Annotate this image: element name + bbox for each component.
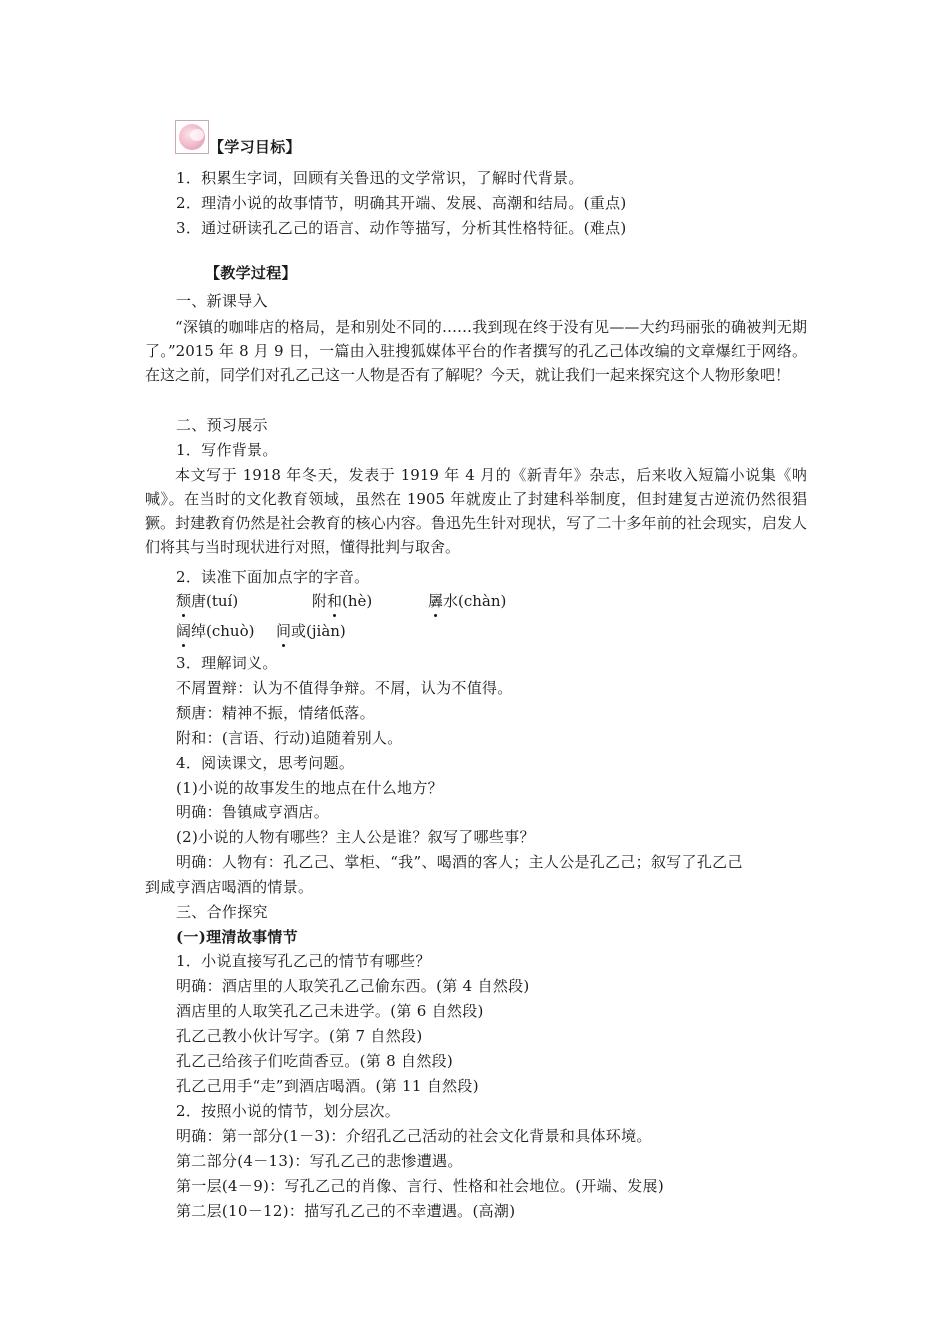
answer: 到咸亨酒店喝酒的情景。 xyxy=(145,878,314,896)
word-definition: 附和：(言语、行动)追随着别人。 xyxy=(176,729,403,747)
question: 1．写作背景。 xyxy=(176,441,278,459)
flower-icon xyxy=(175,120,209,154)
pronunciation-item: 间或(jiàn) xyxy=(276,622,346,640)
sub-question: (1)小说的故事发生的地点在什么地方？ xyxy=(176,779,443,797)
goal-item: 1．积累生字词，回顾有关鲁迅的文学常识，了解时代背景。 xyxy=(176,169,584,187)
question: 3．理解词义。 xyxy=(176,654,278,672)
question: 4．阅读课文，思考问题。 xyxy=(176,754,355,772)
question: 1．小说直接写孔乙己的情节有哪些？ xyxy=(176,952,431,970)
pronunciation-item: 阔绰(chuò) xyxy=(176,622,255,640)
goal-item: 3．通过研读孔乙己的语言、动作等描写，分析其性格特征。(难点) xyxy=(176,219,627,237)
answer: 明确：人物有：孔乙己、掌柜、“我”、喝酒的客人；主人公是孔乙己；叙写了孔乙己 xyxy=(176,853,743,871)
plot-item: 孔乙己用手“走”到酒店喝酒。(第 11 自然段) xyxy=(176,1077,479,1095)
question: 2．按照小说的情节，划分层次。 xyxy=(176,1102,401,1120)
goal-item: 2．理清小说的故事情节，明确其开端、发展、高潮和结局。(重点) xyxy=(176,194,627,212)
layer-item: 第二部分(4－13)：写孔乙己的悲惨遭遇。 xyxy=(176,1152,463,1170)
word-definition: 不屑置辩：认为不值得争辩。不屑，认为不值得。 xyxy=(176,679,513,697)
word-definition: 颓唐：精神不振，情绪低落。 xyxy=(176,704,375,722)
layer-item: 明确：第一部分(1－3)：介绍孔乙己活动的社会文化背景和具体环境。 xyxy=(176,1127,652,1145)
background-paragraph: 本文写于 1918 年冬天，发表于 1919 年 4 月的《新青年》杂志，后来收入短篇小说集《呐喊》。在当时的文化教育领域，虽然在 1905 年就废止了封建科举制度，但封建复古逆流仍然很猖獗。封建教育仍然是社会教育的核心内容。鲁迅先生针对现状，写了二十多年前的社会现实，启发人们将其与当时现状进行对照，懂得批判与取舍。 xyxy=(145,466,807,556)
subsection-title: (一)理清故事情节 xyxy=(176,928,298,946)
intro-paragraph: “深镇的咖啡店的格局，是和别处不同的……我到现在终于没有见——大约玛丽张的确被判无期了。”2015 年 8 月 9 日，一篇由入驻搜狐媒体平台的作者撰写的孔乙己体改编的文章爆红于网络。在这之前，同学们对孔乙己这一人物是否有了解呢？今天，就让我们一起来探究这个人物形象吧！ xyxy=(145,318,807,384)
answer: 明确：鲁镇咸亨酒店。 xyxy=(176,803,330,821)
layer-item: 第一层(4－9)：写孔乙己的肖像、言行、性格和社会地位。(开端、发展) xyxy=(176,1177,664,1195)
pronunciation-item: 颓唐(tuí) xyxy=(176,592,239,610)
plot-item: 明确：酒店里的人取笑孔乙己偷东西。(第 4 自然段) xyxy=(176,977,530,995)
pronunciation-item: 羼水(chàn) xyxy=(428,592,507,610)
teaching-title: 【教学过程】 xyxy=(205,264,297,282)
pronunciation-item: 附和(hè) xyxy=(312,592,373,610)
plot-item: 酒店里的人取笑孔乙己未进学。(第 6 自然段) xyxy=(176,1002,484,1020)
learning-goals-title: 【学习目标】 xyxy=(209,138,301,156)
sub-question: (2)小说的人物有哪些？主人公是谁？叙写了哪些事？ xyxy=(176,828,535,846)
plot-item: 孔乙己给孩子们吃茴香豆。(第 8 自然段) xyxy=(176,1052,454,1070)
layer-item: 第二层(10－12)：描写孔乙己的不幸遭遇。(高潮) xyxy=(176,1202,516,1220)
question: 2．读准下面加点字的字音。 xyxy=(176,568,370,586)
plot-item: 孔乙己教小伙计写字。(第 7 自然段) xyxy=(176,1027,423,1045)
section-title: 一、新课导入 xyxy=(176,292,268,310)
section-title: 三、合作探究 xyxy=(176,903,268,921)
section-title: 二、预习展示 xyxy=(176,416,268,434)
